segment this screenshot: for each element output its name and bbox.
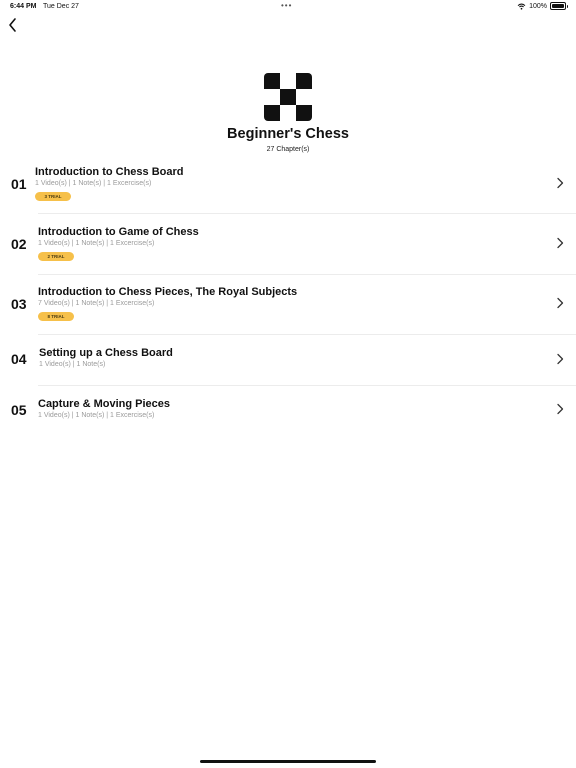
home-indicator[interactable]: [200, 760, 376, 763]
chapter-row-01[interactable]: [0, 160, 576, 214]
chapters-count: 27 Chapter(s): [266, 146, 310, 153]
chapter-meta: 1 Video(s) | 1 Note(s): [39, 361, 106, 368]
chapter-row-05[interactable]: [0, 385, 576, 435]
chapter-row-03[interactable]: [0, 274, 576, 334]
chevron-right-icon: [556, 177, 564, 189]
chevron-right-icon: [556, 237, 564, 249]
chapter-row-04[interactable]: [0, 334, 576, 385]
checkerboard-icon: [264, 73, 312, 121]
chapter-meta: 1 Video(s) | 1 Note(s) | 1 Excercise(s): [38, 240, 155, 247]
status-bar: [0, 0, 576, 14]
chapter-number: 05: [11, 402, 27, 418]
status-right: [517, 2, 566, 10]
chapter-title: Setting up a Chess Board: [39, 347, 173, 359]
trial-badge: 2 TRIAL: [38, 252, 74, 261]
chapter-title: Capture & Moving Pieces: [38, 398, 171, 410]
wifi-icon: [517, 3, 526, 10]
status-time: 6:44 PM: [10, 3, 37, 10]
chapter-title: Introduction to Chess Pieces, The Royal Subjects: [38, 286, 298, 298]
chevron-right-icon: [556, 297, 564, 309]
trial-badge: 3 TRIAL: [35, 192, 71, 201]
chapter-row-02[interactable]: [0, 214, 576, 274]
chevron-right-icon: [556, 403, 564, 415]
battery-icon: [550, 2, 566, 10]
chevron-right-icon: [556, 353, 564, 365]
status-date: Tue Dec 27: [43, 3, 79, 10]
multitasking-dots-icon[interactable]: •••: [281, 1, 293, 10]
course-title: Beginner's Chess: [227, 126, 349, 142]
chapter-meta: 7 Video(s) | 1 Note(s) | 1 Excercise(s): [38, 300, 155, 307]
chapter-number: 04: [11, 351, 27, 367]
chapter-number: 03: [11, 296, 27, 312]
chapter-title: Introduction to Chess Board: [35, 166, 184, 178]
chapter-number: 02: [11, 236, 27, 252]
chevron-left-icon: [5, 16, 21, 34]
trial-badge: 8 TRIAL: [38, 312, 74, 321]
back-button[interactable]: [5, 16, 21, 34]
chapter-number: 01: [11, 176, 27, 192]
chapter-meta: 1 Video(s) | 1 Note(s) | 1 Excercise(s): [38, 412, 155, 419]
chapter-title: Introduction to Game of Chess: [38, 226, 199, 238]
chapter-meta: 1 Video(s) | 1 Note(s) | 1 Excercise(s): [35, 180, 152, 187]
battery-percent: 100%: [529, 2, 547, 10]
